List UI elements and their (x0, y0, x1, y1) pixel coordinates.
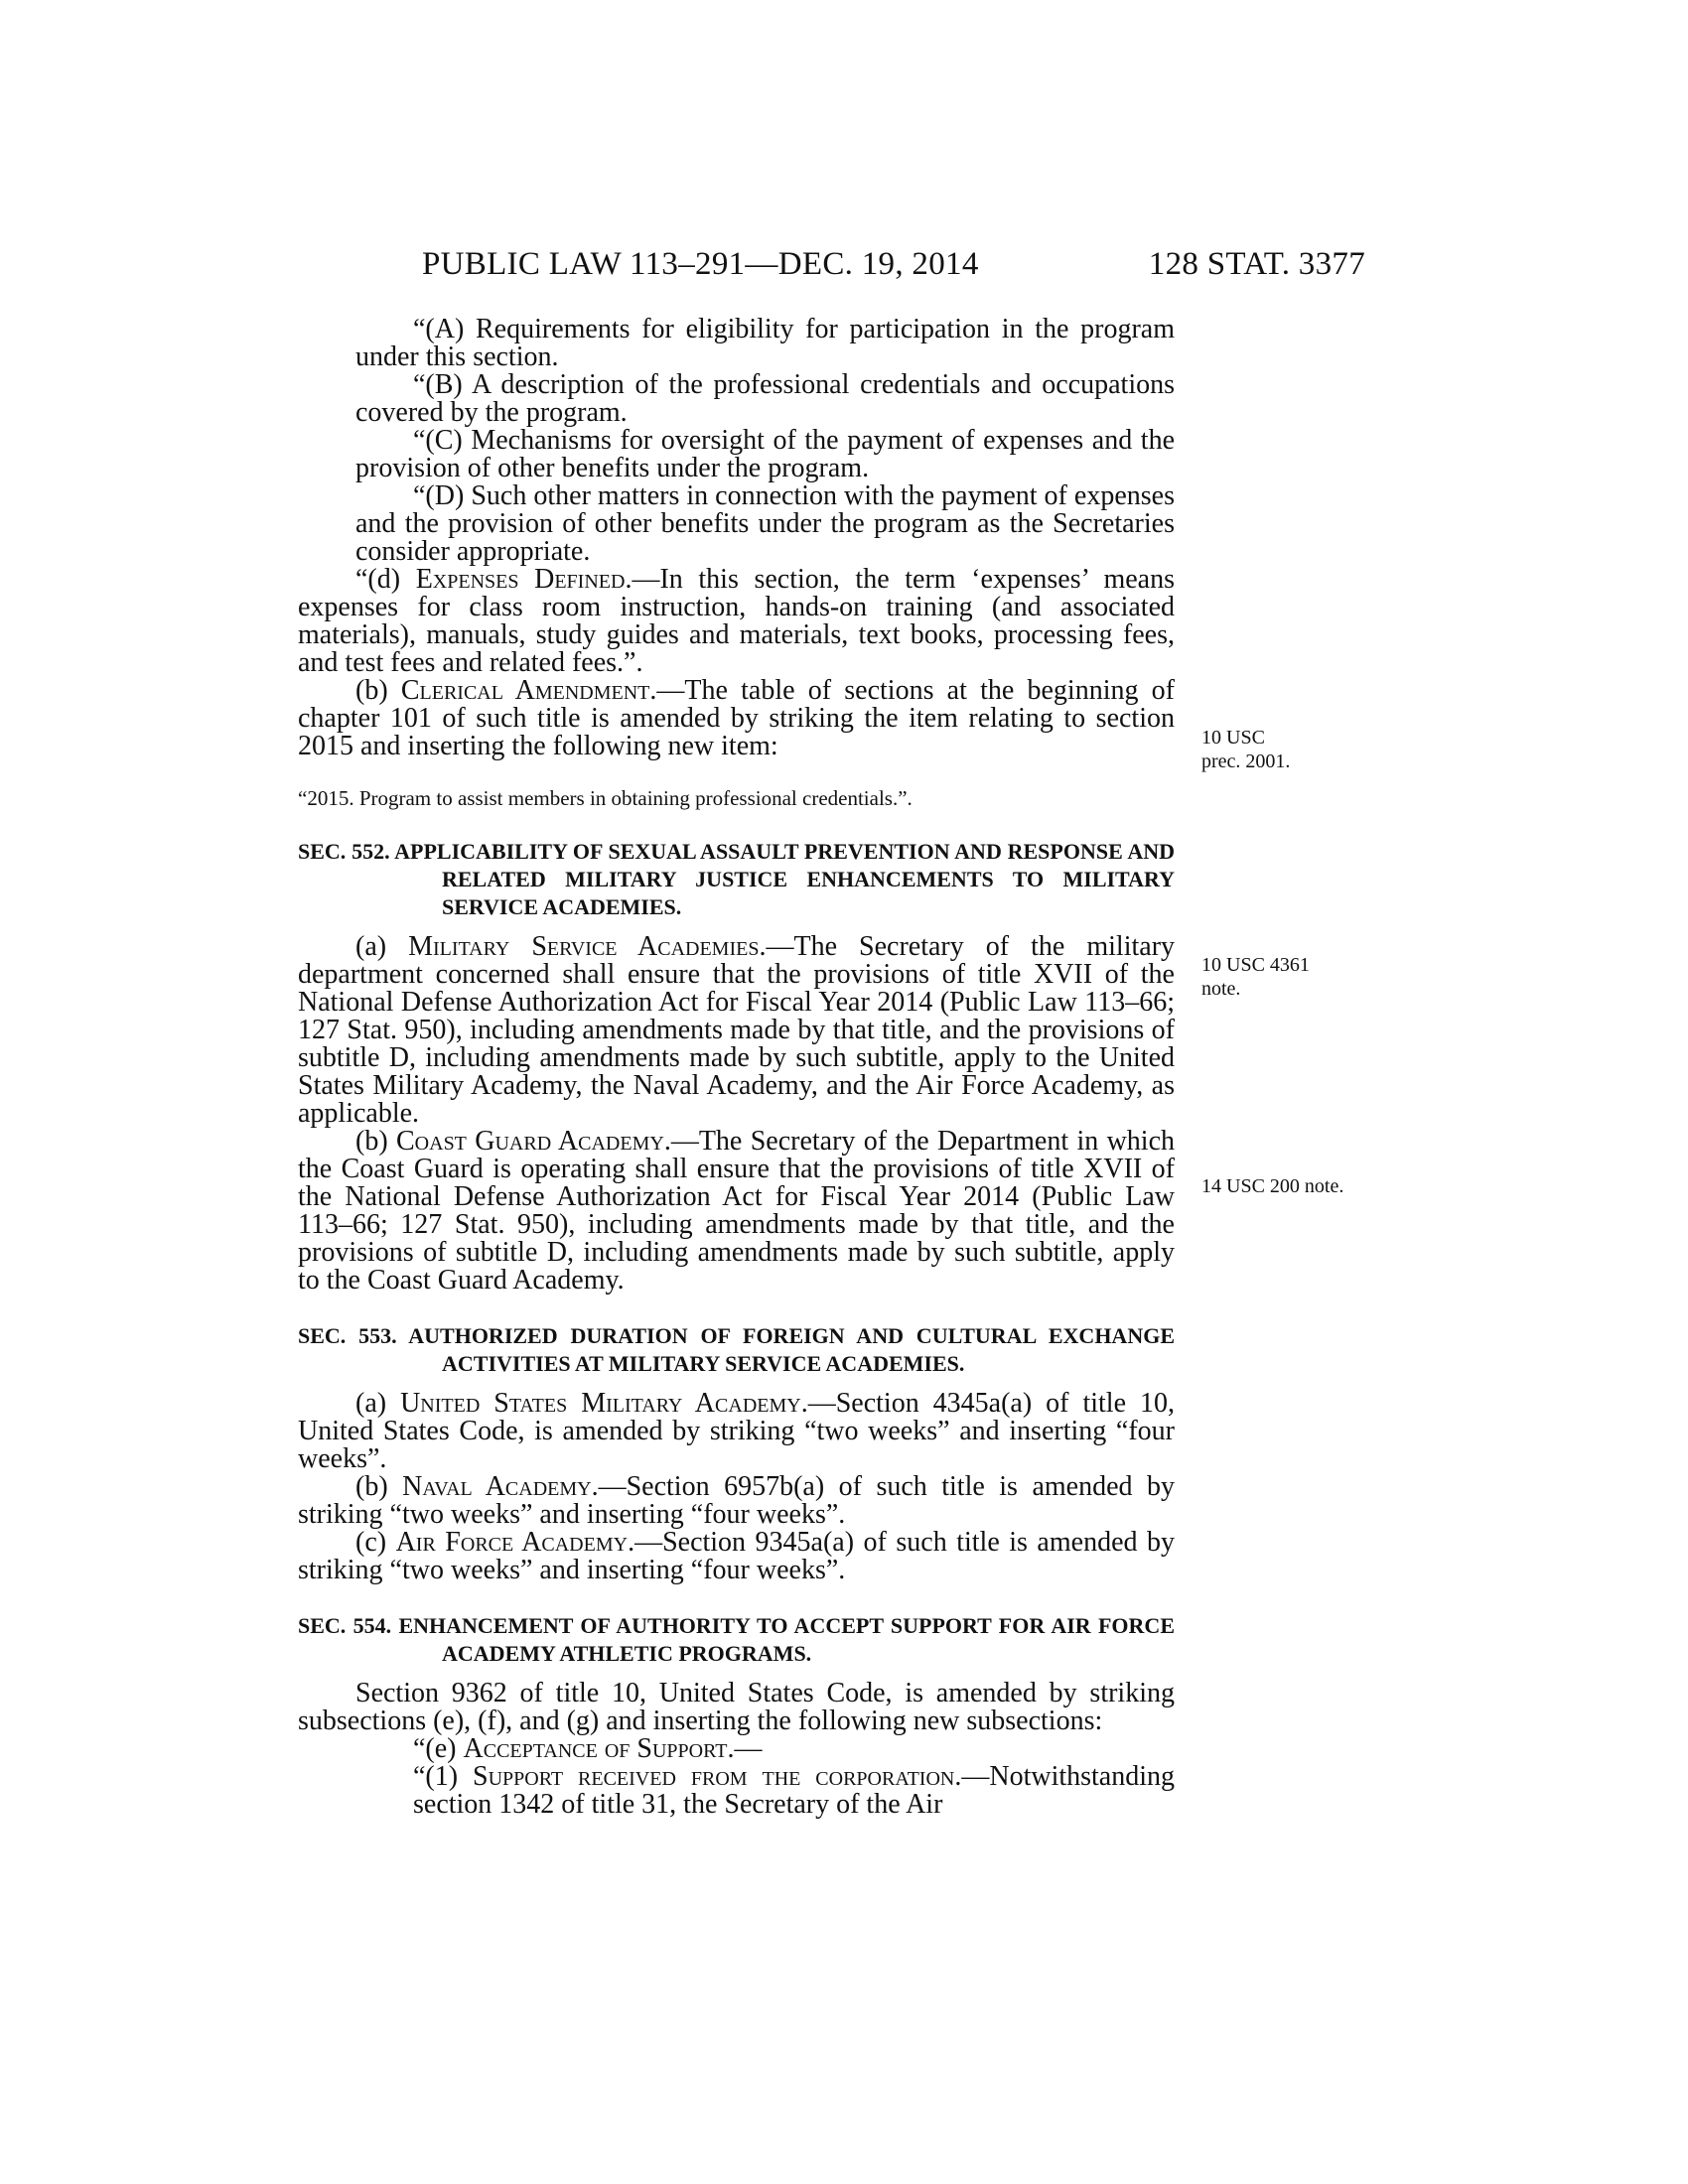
subsection-e-text: .— (727, 1733, 763, 1764)
subsection-e-heading: Acceptance of Support (463, 1733, 728, 1764)
section-553-b-prefix: (b) (355, 1471, 403, 1502)
section-553-c-text: .—Section 9345a(a) of such title is amended by striking “two weeks” and inserting “four weeks”. (298, 1527, 1175, 1585)
running-head-title: PUBLIC LAW 113–291—DEC. 19, 2014 (422, 246, 979, 282)
margin-note-2-line-1: 10 USC 4361 (1201, 954, 1310, 976)
section-553-a-prefix: (a) (355, 1388, 401, 1419)
paragraph-e1-heading: Support received from the corporation (473, 1761, 955, 1792)
subsection-b-heading: Clerical Amendment (400, 675, 650, 706)
paragraph-C: “(C) Mechanisms for oversight of the payment of expenses and the provision of other benefits under the program. (355, 425, 1175, 483)
section-553-subsection-b (298, 1473, 1175, 1529)
paragraph-e1-prefix: “(1) (413, 1761, 474, 1792)
paragraph-B: “(B) A description of the professional credentials and occupations covered by the program. (355, 369, 1175, 428)
section-553-a-heading: United States Military Academy (400, 1388, 801, 1419)
section-553-c-heading: Air Force Academy (395, 1527, 629, 1558)
subsection-e-acceptance-of-support (355, 1735, 1175, 1763)
section-553-heading: SEC. 553. AUTHORIZED DURATION OF FOREIGN AND CULTURAL EXCHANGE ACTIVITIES AT MILITARY SERVICE ACADEMIES. (298, 1323, 1175, 1376)
section-554-heading: SEC. 554. ENHANCEMENT OF AUTHORITY TO ACCEPT SUPPORT FOR AIR FORCE ACADEMY ATHLETIC PROGRAMS. (298, 1613, 1175, 1666)
margin-note-200 (1201, 1174, 1380, 1198)
paragraph-group-e (298, 1763, 1175, 1819)
margin-note-3: 14 USC 200 note. (1201, 1175, 1344, 1197)
paragraph-e1-text: .—Notwithstanding section 1342 of title 31, the Secretary of the Air (413, 1761, 1176, 1820)
margin-note-1-line-1: 10 USC (1201, 727, 1265, 749)
subsection-e-prefix: “(e) (413, 1733, 464, 1764)
section-552-a-text: .—The Secretary of the military department concerned shall ensure that the provisions of title XVII of the National Defense Authorization Act for Fiscal Year 2014 (Public Law 113–66; 127 Stat. 950), including amendments made by that title, and the provisions of subtitle D, including amendments made by such subtitle, apply to the United States Military Academy, the Naval Academy, and the Air Force Academy, as applicable. (298, 931, 1176, 1129)
margin-note-2-line-2: note. (1201, 978, 1241, 1000)
section-553-subsection-a (298, 1390, 1175, 1473)
subsection-b-clerical-amendment (298, 677, 1175, 760)
subsection-d-heading: Expenses Defined (415, 564, 626, 595)
section-552-b-heading: Coast Guard Academy (396, 1126, 664, 1157)
section-553-subsection-c (298, 1529, 1175, 1584)
section-552-b-prefix: (b) (355, 1126, 396, 1157)
subsection-d-text: .—In this section, the term ‘expenses’ means expenses for class room instruction, hands-on training (and associated materials), manuals, study guides and materials, text books, processing fees, and test fees and related fees.”. (298, 564, 1175, 678)
paragraph-A: “(A) Requirements for eligibility for participation in the program under this section. (355, 314, 1175, 372)
section-552-subsection-a (298, 933, 1175, 1128)
paragraph-D: “(D) Such other matters in connection with the payment of expenses and the provision of other benefits under the program as the Secretaries consider appropriate. (355, 480, 1175, 567)
margin-note-4361 (1201, 953, 1380, 1001)
section-553-a-text: .—Section 4345a(a) of title 10, United States Code, is amended by striking “two weeks” and inserting “four weeks”. (298, 1388, 1175, 1474)
section-554-intro: Section 9362 of title 10, United States Code, is amended by striking subsections (e), (f), and (g) and inserting the following new subsections: (298, 1678, 1175, 1736)
section-552-heading: SEC. 552. APPLICABILITY OF SEXUAL ASSAULT PREVENTION AND RESPONSE AND RELATED MILITARY JUSTICE ENHANCEMENTS TO MILITARY SERVICE ACADEMIES. (298, 839, 1175, 919)
subsection-d-expenses-defined (298, 566, 1175, 677)
subsection-b-text: .—The table of sections at the beginning of chapter 101 of such title is amended by striking the item relating to section 2015 and inserting the following new item: (298, 675, 1176, 761)
margin-note-prec-2001 (1201, 726, 1380, 773)
paragraph-e1 (413, 1763, 1175, 1819)
section-553-c-prefix: (c) (355, 1527, 396, 1558)
paragraph-group-c (298, 316, 1175, 566)
subsection-d-prefix: “(d) (355, 564, 416, 595)
page-header (298, 246, 1365, 286)
statute-page-number: 128 STAT. 3377 (1148, 246, 1365, 282)
section-553-b-text: .—Section 6957b(a) of such title is amended by striking “two weeks” and inserting “four weeks”. (298, 1471, 1175, 1530)
document-body (298, 316, 1175, 1819)
table-item-2015: “2015. Program to assist members in obtaining professional credentials.”. (298, 786, 913, 810)
section-552-a-heading: Military Service Academies (408, 931, 760, 962)
subsection-b-prefix: (b) (355, 675, 401, 706)
section-552-subsection-b (298, 1128, 1175, 1295)
margin-note-1-line-2: prec. 2001. (1201, 751, 1291, 772)
section-554-new-subsections (298, 1735, 1175, 1763)
section-552-a-prefix: (a) (355, 931, 409, 962)
section-552-b-text: .—The Secretary of the Department in which the Coast Guard is operating shall ensure that the provisions of title XVII of the National Defense Authorization Act for Fiscal Year 2014 (Public Law 113–66; 127 Stat. 950), including amendments made by that title, and the provisions of subtitle D, including amendments made by such subtitle, apply to the Coast Guard Academy. (298, 1126, 1176, 1296)
section-553-b-heading: Naval Academy (402, 1471, 592, 1502)
